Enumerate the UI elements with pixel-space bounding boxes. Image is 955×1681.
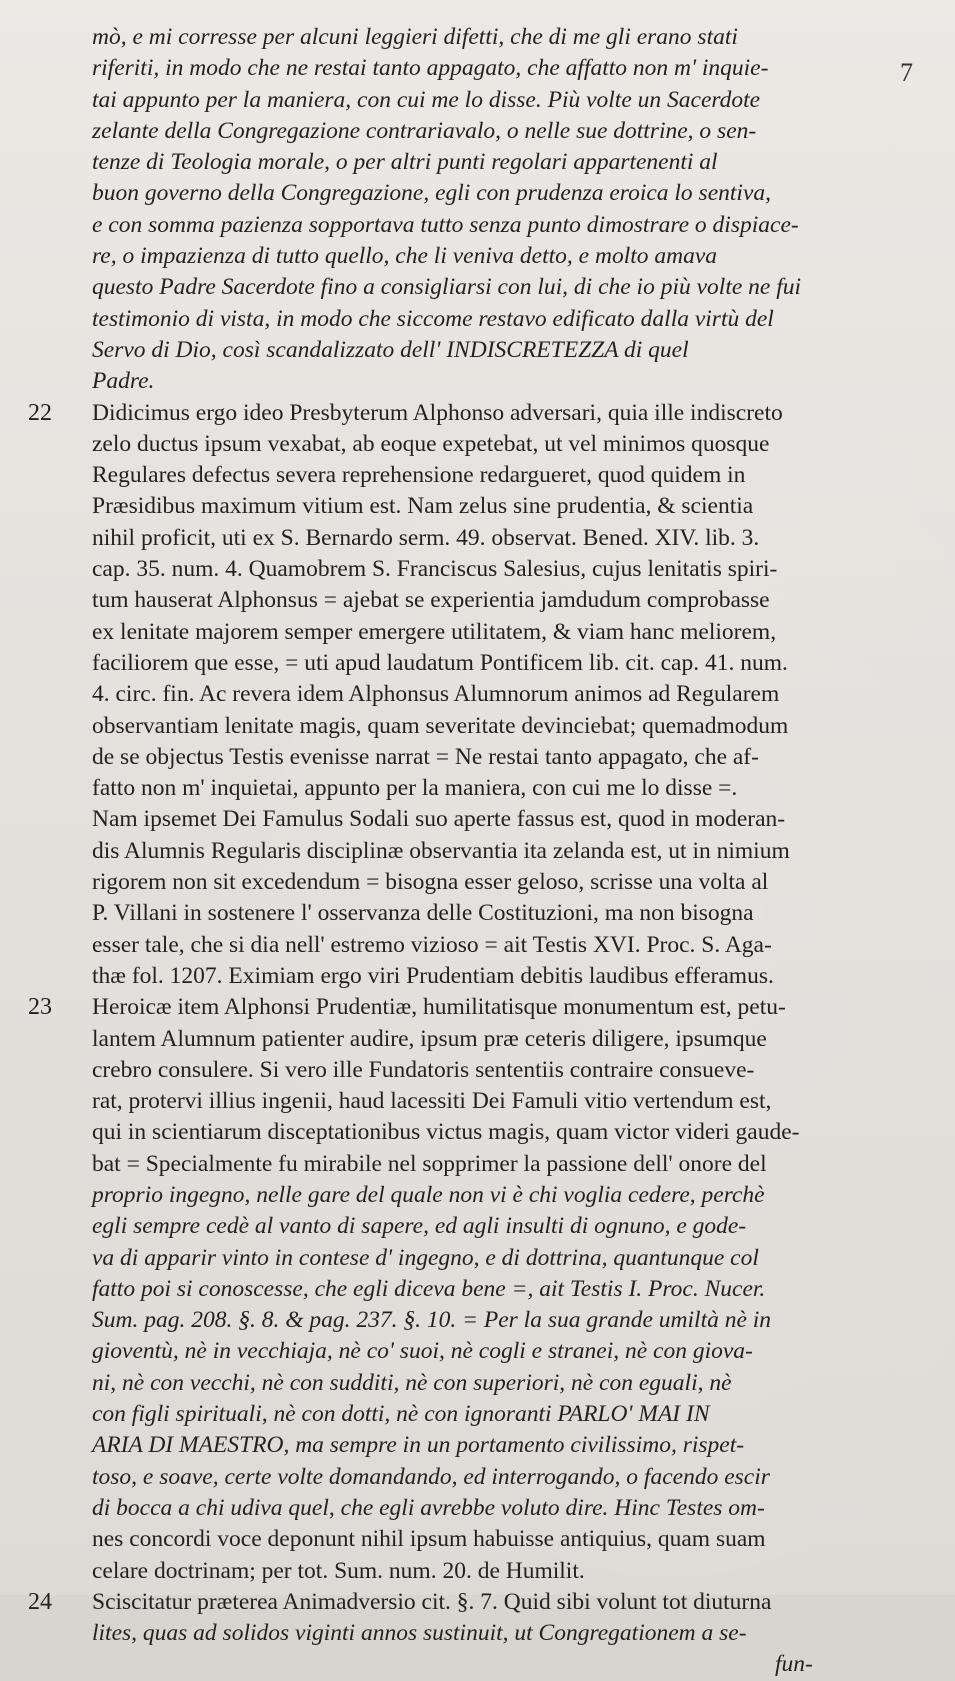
page-number: 7 [900, 58, 913, 87]
text-line [30, 1211, 910, 1242]
line-text: re, o impazienza di tutto quello, che li veniva detto, e molto amava [92, 243, 718, 270]
line-text: mò, e mi corresse per alcuni leggieri difetti, che di me gli erano stati [92, 24, 738, 50]
text-line [30, 304, 910, 335]
line-text: observantiam lenitate magis, quam severitate devinciebat; quemadmodum [92, 712, 789, 739]
line-text: ni, nè con vecchi, nè con sudditi, nè con superiori, nè con eguali, nè [92, 1369, 732, 1396]
line-text: esser tale, che si dia nell' estremo vizioso = ait Testis XVI. Proc. S. Aga- [92, 931, 772, 958]
text-line [30, 1305, 910, 1336]
text-line [30, 1649, 910, 1680]
text-line [30, 85, 910, 116]
text-line [30, 773, 910, 804]
text-line [30, 22, 910, 53]
text-line [30, 867, 910, 898]
line-text: Padre. [92, 368, 155, 395]
line-text: ARIA DI MAESTRO, ma sempre in un portamento civilissimo, rispet- [92, 1432, 745, 1459]
text-line [30, 241, 910, 272]
text-line [30, 804, 910, 835]
line-text: faciliorem que esse, = uti apud laudatum Pontificem lib. cit. cap. 41. num. [92, 649, 788, 676]
text-line [30, 898, 910, 929]
text-line [30, 1024, 910, 1055]
line-text: bat = Specialmente fu mirabile nel sopprimer la passione dell' onore del [92, 1150, 767, 1177]
text-line [30, 1274, 910, 1305]
text-line [30, 679, 910, 710]
line-text: qui in scientiarum disceptationibus victus magis, quam victor videri gaude- [92, 1119, 800, 1146]
line-text: 4. circ. fin. Ac revera idem Alphonsus Alumnorum animos ad Regularem [92, 681, 780, 708]
line-text: Sum. pag. 208. §. 8. & pag. 237. §. 10. = Per la sua grande umiltà nè in [92, 1307, 772, 1334]
text-line [30, 178, 910, 209]
line-text: tenze di Teologia morale, o per altri punti regolari appartenenti al [92, 149, 718, 176]
text-line [30, 1462, 910, 1493]
line-text: Præsidibus maximum vitium est. Nam zelus sine prudentia, & scientia [92, 493, 754, 520]
line-text: cap. 35. num. 4. Quamobrem S. Franciscus Salesius, cujus lenitatis spiri- [92, 556, 778, 583]
paragraph-number: 23 [28, 994, 52, 1021]
line-text: lites, quas ad solidos viginti annos sustinuit, ut Congregationem a se- [92, 1620, 747, 1647]
text-line [30, 1086, 910, 1117]
text-line [30, 1368, 910, 1399]
paragraph-number: 22 [28, 399, 52, 426]
line-text: buon governo della Congregazione, egli con prudenza eroica lo sentiva, [92, 180, 771, 207]
line-text: fun- [775, 1651, 813, 1678]
line-text: zelante della Congregazione contrariavalo, o nelle sue dottrine, o sen- [92, 117, 757, 144]
line-text: egli sempre cedè al vanto di sapere, ed agli insulti di ognuno, e gode- [92, 1213, 747, 1240]
line-text: tai appunto per la maniera, con cui me lo disse. Più volte un Sacerdote [92, 86, 761, 113]
line-text: lantem Alumnum patienter audire, ipsum præ ceteris diligere, ipsumque [92, 1025, 767, 1052]
line-text: Didicimus ergo ideo Presbyterum Alphonso adversari, quia ille indiscreto [92, 399, 783, 426]
text-line [30, 836, 910, 867]
text-line [30, 1524, 910, 1555]
text-line [30, 491, 910, 522]
line-text: testimonio di vista, in modo che siccome restavo edificato dalla virtù del [92, 305, 774, 332]
text-line [30, 930, 910, 961]
line-text: e con somma pazienza sopportava tutto senza punto dimostrare o dispiace- [92, 211, 799, 238]
line-text: fatto poi si conoscesse, che egli diceva bene =, ait Testis I. Proc. Nucer. [92, 1275, 766, 1302]
text-line [30, 961, 910, 992]
text-line [30, 1430, 910, 1461]
text-line [30, 1556, 910, 1587]
text-line [30, 1055, 910, 1086]
line-text: di bocca a chi udiva quel, che egli avrebbe voluto dire. Hinc Testes om- [92, 1494, 765, 1521]
text-line [30, 335, 910, 366]
line-text: toso, e soave, certe volte domandando, ed interrogando, o facendo escir [92, 1463, 770, 1490]
text-line [30, 53, 910, 84]
text-line [30, 742, 910, 773]
text-line [30, 460, 910, 491]
text-line [30, 992, 910, 1023]
line-text: thæ fol. 1207. Eximiam ergo viri Prudentiam debitis laudibus efferamus. [92, 962, 774, 989]
text-line [30, 554, 910, 585]
text-line [30, 1493, 910, 1524]
line-text: riferiti, in modo che ne restai tanto appagato, che affatto non m' inquie- [92, 55, 769, 82]
line-text: rigorem non sit excedendum = bisogna esser geloso, scrisse una volta al [92, 869, 769, 896]
line-text: Heroicæ item Alphonsi Prudentiæ, humilitatisque monumentum est, petu- [92, 994, 786, 1021]
line-text: dis Alumnis Regularis disciplinæ observantia ita zelanda est, ut in nimium [92, 837, 790, 864]
text-line [30, 366, 910, 397]
line-text: ex lenitate majorem semper emergere utilitatem, & viam hanc meliorem, [92, 618, 777, 645]
text-line [30, 429, 910, 460]
line-text: Servo di Dio, così scandalizzato dell' INDISCRETEZZA di quel [92, 336, 689, 363]
line-text: zelo ductus ipsum vexabat, ab eoque expetebat, ut vel minimos quosque [92, 430, 770, 457]
line-text: questo Padre Sacerdote fino a consigliarsi con lui, di che io più volte ne fui [92, 274, 802, 301]
text-line [30, 116, 910, 147]
text-line [30, 1117, 910, 1148]
paragraph-number: 24 [28, 1588, 52, 1615]
text-line [30, 147, 910, 178]
text-line [30, 1336, 910, 1367]
line-text: fatto non m' inquietai, appunto per la maniera, con cui me lo disse =. [92, 775, 738, 802]
line-text: celare doctrinam; per tot. Sum. num. 20. de Humilit. [92, 1557, 585, 1584]
text-line [30, 398, 910, 429]
text-line [30, 617, 910, 648]
text-line [30, 210, 910, 241]
line-text: P. Villani in sostenere l' osservanza delle Costituzioni, ma non bisogna [92, 900, 754, 927]
text-line [30, 648, 910, 679]
text-line [30, 585, 910, 616]
text-line [30, 1399, 910, 1430]
text-line [30, 1243, 910, 1274]
text-block [30, 22, 910, 1681]
line-text: nihil proficit, uti ex S. Bernardo serm. 49. observat. Bened. XIV. lib. 3. [92, 524, 760, 551]
text-line [30, 1180, 910, 1211]
line-text: tum hauserat Alphonsus = ajebat se experientia jamdudum comprobasse [92, 587, 770, 614]
line-text: proprio ingegno, nelle gare del quale non vi è chi voglia cedere, perchè [92, 1181, 765, 1208]
text-line [30, 1587, 910, 1618]
line-text: con figli spirituali, nè con dotti, nè con ignoranti PARLO' MAI IN [92, 1401, 710, 1428]
line-text: Regulares defectus severa reprehensione redargueret, quod quidem in [92, 462, 746, 489]
text-line [30, 1149, 910, 1180]
line-text: rat, protervi illius ingenii, haud lacessiti Dei Famuli vitio vertendum est, [92, 1088, 772, 1115]
text-line [30, 1618, 910, 1649]
text-line [30, 711, 910, 742]
line-text: gioventù, nè in vecchiaja, nè co' suoi, nè cogli e stranei, nè con giova- [92, 1338, 753, 1365]
text-line [30, 523, 910, 554]
line-text: de se objectus Testis evenisse narrat = Ne restai tanto appagato, che af- [92, 743, 759, 770]
text-line [30, 272, 910, 303]
line-text: Nam ipsemet Dei Famulus Sodali suo aperte fassus est, quod in moderan- [92, 806, 786, 833]
line-text: va di apparir vinto in contese d' ingegno, e di dottrina, quantunque col [92, 1244, 759, 1271]
line-text: nes concordi voce deponunt nihil ipsum habuisse antiquius, quam suam [92, 1526, 766, 1553]
line-text: Sciscitatur præterea Animadversio cit. §. 7. Quid sibi volunt tot diuturna [92, 1588, 772, 1615]
line-text: crebro consulere. Si vero ille Fundatoris sententiis contraire consueve- [92, 1056, 755, 1083]
